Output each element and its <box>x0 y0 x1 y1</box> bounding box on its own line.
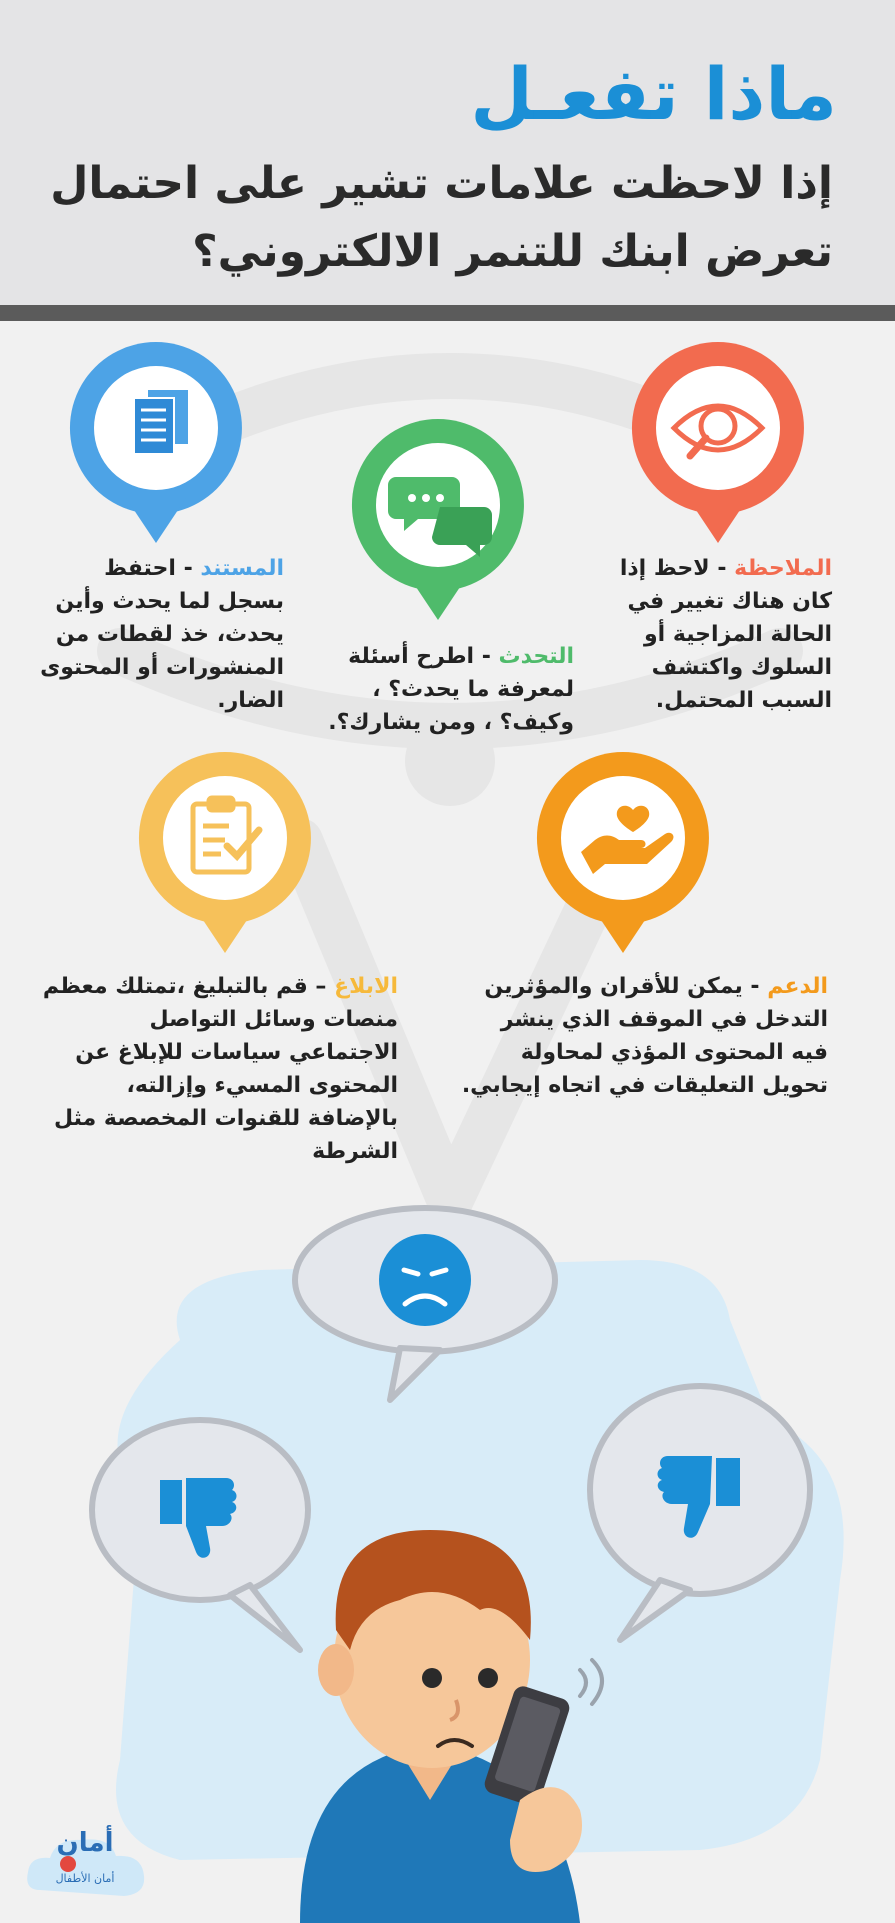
tip-observe-keyword: الملاحظة <box>734 556 832 581</box>
logo-brand: أمان <box>56 1828 114 1858</box>
tip-talk <box>312 640 574 739</box>
support-pin <box>533 748 713 958</box>
tip-report-text: قم بالتبليغ ،تمتلك معظم منصات وسائل التواصل الاجتماعي سياسات للإبلاغ عن المحتوى المسيء وإزالته، بالإضافة للقنوات المخصصة مثل الشرطة <box>42 974 398 1164</box>
tip-report <box>38 970 398 1168</box>
tip-talk-sep: - <box>474 644 499 669</box>
boy-phone-illustration <box>0 1200 895 1923</box>
tip-observe <box>600 552 832 717</box>
tip-support <box>458 970 828 1102</box>
tip-document-sep: - <box>175 556 201 581</box>
page-title: ماذا تفعـل <box>470 52 837 136</box>
header-divider <box>0 305 895 321</box>
subtitle-line-1: إذا لاحظت علامات تشير على احتمال <box>50 158 833 209</box>
subtitle-line-2: تعرض ابنك للتنمر الالكتروني؟ <box>192 226 833 278</box>
page-subtitle <box>13 150 833 286</box>
tip-talk-keyword: التحدث <box>498 644 574 669</box>
observe-pin <box>628 338 808 548</box>
tip-report-sep: – <box>307 974 335 999</box>
tip-support-sep: - <box>742 974 768 999</box>
tip-talk-text: اطرح أسئلة لمعرفة ما يحدث؟ ، وكيف؟ ، ومن يشارك؟. <box>328 644 574 735</box>
tip-observe-sep: - <box>709 556 735 581</box>
sad-face-icon <box>379 1234 471 1326</box>
tip-report-keyword: الابلاغ <box>334 974 398 999</box>
brand-logo <box>20 1820 150 1910</box>
tip-document-text: احتفظ بسجل لما يحدث وأين يحدث، خذ لقطات من المنشورات أو المحتوى الضار. <box>40 556 284 713</box>
talk-pin <box>348 415 528 625</box>
logo-tagline: أمان الأطفال <box>55 1872 115 1885</box>
tip-document <box>38 552 284 717</box>
tip-support-keyword: الدعم <box>767 974 828 999</box>
header-banner <box>0 0 895 305</box>
document-pin <box>66 338 246 548</box>
report-pin <box>135 748 315 958</box>
tip-support-text: يمكن للأقران والمؤثرين التدخل في الموقف الذي ينشر فيه المحتوى المؤذي لمحاولة تحويل التعليقات في اتجاه إيجابي. <box>461 974 828 1098</box>
tip-observe-text: لاحظ إذا كان هناك تغيير في الحالة المزاجية أو السلوك واكتشف السبب المحتمل. <box>619 556 832 713</box>
tip-document-keyword: المستند <box>200 556 284 581</box>
